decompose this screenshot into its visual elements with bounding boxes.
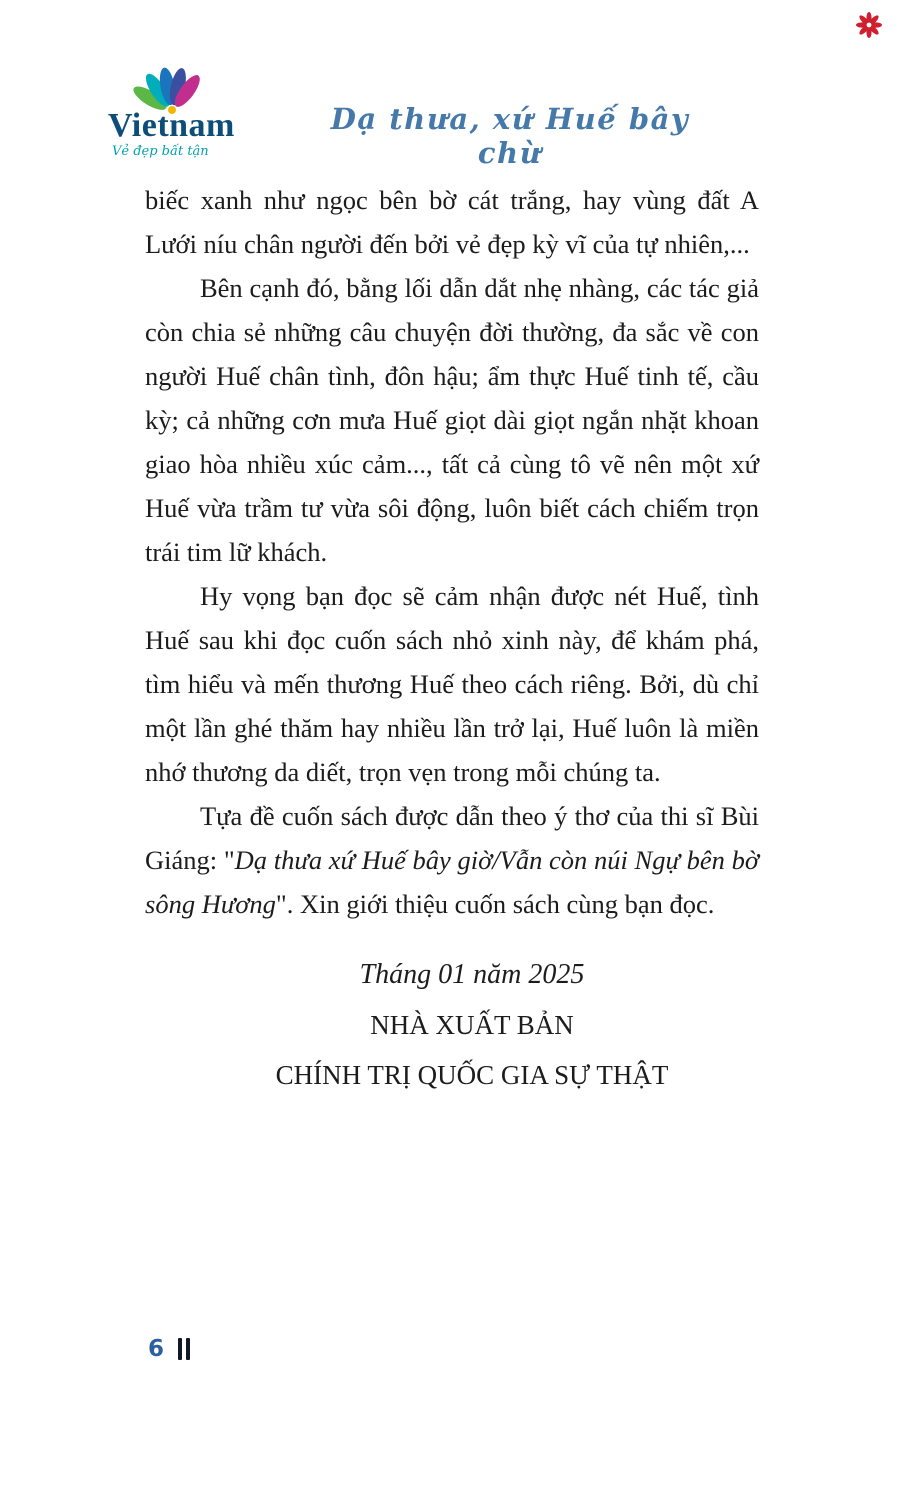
paragraph-with-quote xyxy=(145,794,759,926)
page-number: 6 xyxy=(148,1336,165,1362)
vietnam-tourism-logo xyxy=(102,62,262,159)
closing-prefix: Tựa đề cuốn sách được dẫn theo ý thơ của thi sĩ Bùi Giáng: " xyxy=(145,801,759,875)
logo-brand-text: Vietnam xyxy=(108,107,235,144)
page-number-ornament xyxy=(178,1338,194,1360)
paragraph: Bên cạnh đó, bằng lối dẫn dắt nhẹ nhàng, các tác giả còn chia sẻ những câu chuyện đời thường, đa sắc về con người Huế chân tình, đôn hậu; ẩm thực Huế tinh tế, cầu kỳ; cả những cơn mưa Huế giọt dài giọt ngắn nhặt khoan giao hòa nhiều xúc cảm..., tất cả cùng tô vẽ nên một xứ Huế vừa trầm tư vừa sôi động, luôn biết cách chiếm trọn trái tim lữ khách. xyxy=(145,273,759,567)
paragraph: biếc xanh như ngọc bên bờ cát trắng, hay vùng đất A Lưới níu chân người đến bởi vẻ đẹp kỳ vĩ của tự nhiên,... xyxy=(145,185,759,259)
red-flower-icon xyxy=(856,12,882,38)
signoff-block xyxy=(145,950,759,1100)
signoff-date: Tháng 01 năm 2025 xyxy=(359,959,585,990)
closing-suffix: ". Xin giới thiệu cuốn sách cùng bạn đọc. xyxy=(275,889,715,919)
page-footer xyxy=(148,1336,194,1362)
logo-tagline-text: Vẻ đẹp bất tận xyxy=(112,144,209,159)
running-title: Dạ thưa, xứ Huế bây chừ xyxy=(330,102,690,170)
poem-quote: Dạ thưa xứ Huế bây giờ/Vẫn còn núi Ngự bên bờ sông Hương xyxy=(145,845,759,919)
body-text xyxy=(145,178,759,1100)
publisher-line-1: NHÀ XUẤT BẢN xyxy=(370,1010,574,1040)
paragraph: Hy vọng bạn đọc sẽ cảm nhận được nét Huế, tình Huế sau khi đọc cuốn sách nhỏ xinh này, để khám phá, tìm hiểu và mến thương Huế theo cách riêng. Bởi, dù chỉ một lần ghé thăm hay nhiều lần trở lại, Huế luôn là miền nhớ thương da diết, trọn vẹn trong mỗi chúng ta. xyxy=(145,581,759,787)
publisher-line-2: CHÍNH TRỊ QUỐC GIA SỰ THẬT xyxy=(275,1060,669,1090)
